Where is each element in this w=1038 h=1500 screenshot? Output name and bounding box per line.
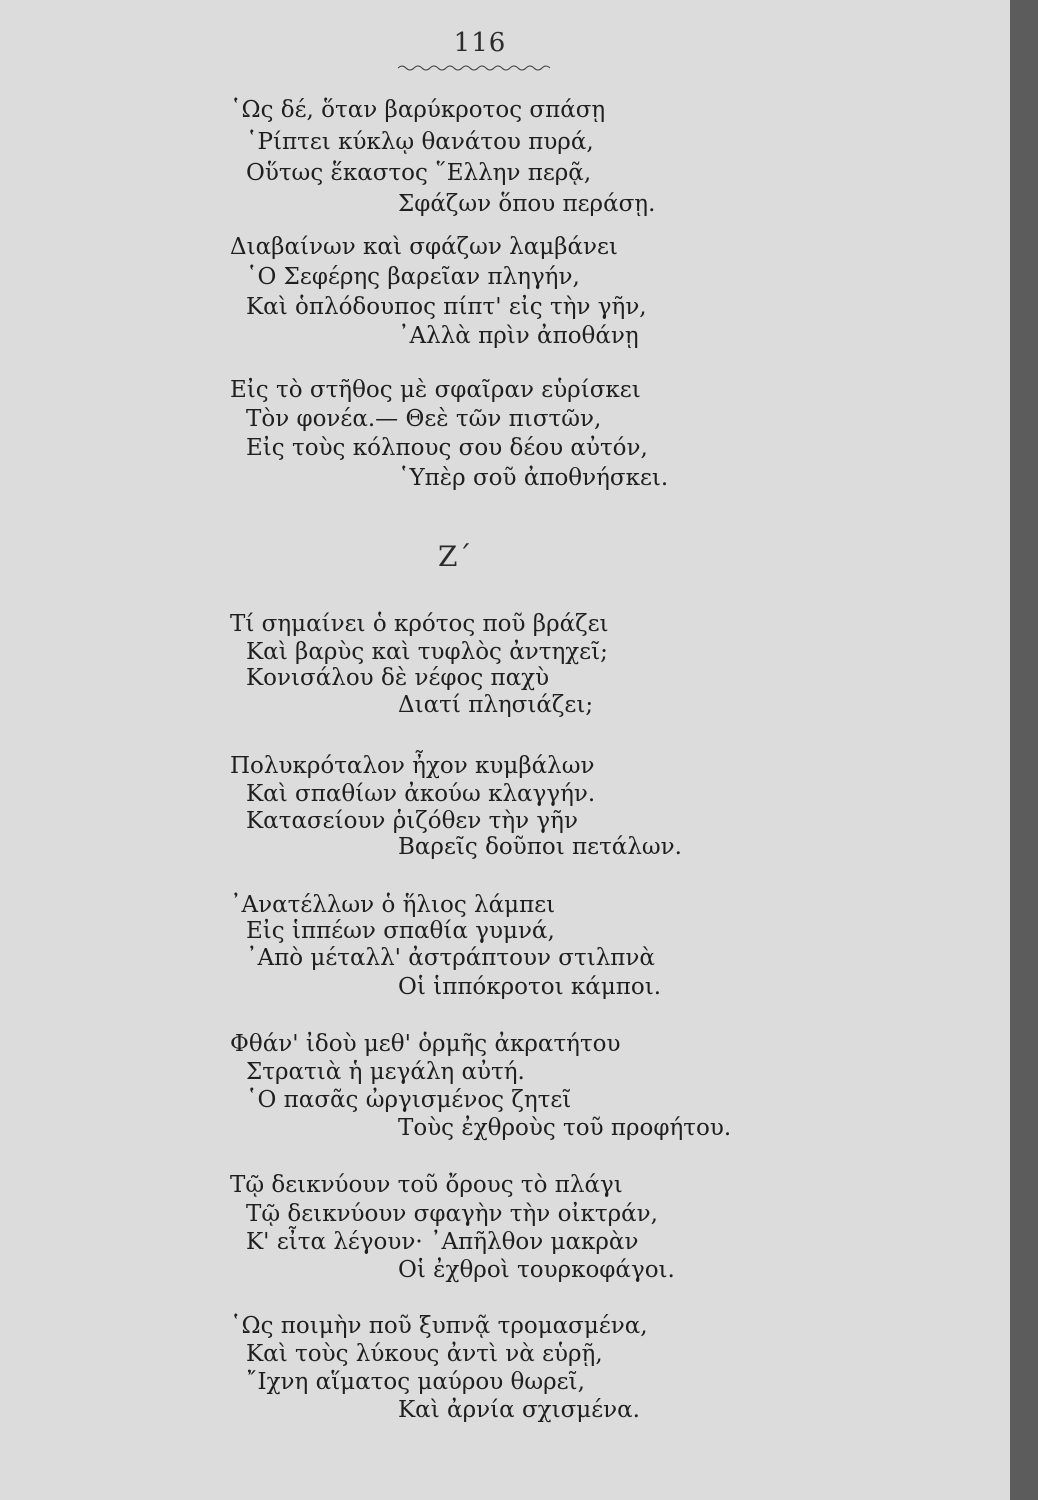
verse-line: Οἱ ἱππόκροτοι κάμποι.: [398, 974, 662, 1000]
verse-line: Τῷ δεικνύουν σφαγὴν τὴν οἰκτράν,: [246, 1201, 658, 1227]
verse-line: Εἰς τὸ στῆθος μὲ σφαῖραν εὑρίσκει: [230, 377, 641, 403]
verse-line: Σφάζων ὅπου περάσῃ.: [398, 191, 656, 217]
verse-line: Βαρεῖς δοῦποι πετάλων.: [398, 834, 682, 860]
section-heading: Ζ΄: [438, 540, 472, 573]
verse-line: Καὶ ἀρνία σχισμένα.: [398, 1397, 640, 1423]
verse-line: Τῷ δεικνύουν τοῦ ὄρους τὸ πλάγι: [230, 1172, 623, 1198]
verse-line: ῾Ως δέ, ὅταν βαρύκροτος σπάσῃ: [230, 97, 606, 123]
verse-line: Φθάν' ἰδοὺ μεθ' ὁρμῆς ἀκρατήτου: [230, 1031, 621, 1057]
verse-line: ῾Ο Σεφέρης βαρεῖαν πληγήν,: [246, 264, 580, 290]
verse-line: Κονισάλου δὲ νέφος παχὺ: [246, 665, 550, 691]
verse-line: Διαβαίνων καὶ σφάζων λαμβάνει: [230, 234, 618, 260]
verse-line: Οἱ ἐχθροὶ τουρκοφάγοι.: [398, 1257, 675, 1283]
verse-line: ᾿Αλλὰ πρὶν ἀποθάνῃ: [398, 323, 639, 349]
verse-line: ᾿Απὸ μέταλλ' ἀστράπτουν στιλπνὰ: [246, 945, 655, 971]
verse-line: Οὕτως ἕκαστος ῞Ελλην περᾷ,: [246, 160, 592, 186]
verse-line: Διατί πλησιάζει;: [398, 692, 594, 718]
verse-line: Εἰς ἱππέων σπαθία γυμνά,: [246, 918, 555, 944]
verse-line: Καὶ βαρὺς καὶ τυφλὸς ἀντηχεῖ;: [246, 639, 608, 665]
verse-line: Τί σημαίνει ὁ κρότος ποῦ βράζει: [230, 611, 609, 637]
verse-line: Κατασείουν ῥιζόθεν τὴν γῆν: [246, 808, 578, 834]
verse-line: Τοὺς ἐχθροὺς τοῦ προφήτου.: [398, 1115, 732, 1141]
verse-line: Καὶ ὁπλόδουπος πίπτ' εἰς τὴν γῆν,: [246, 294, 647, 320]
verse-line: Τὸν φονέα.— Θεὲ τῶν πιστῶν,: [246, 406, 602, 432]
verse-line: Καὶ τοὺς λύκους ἀντὶ νὰ εὑρῇ,: [246, 1341, 603, 1367]
verse-line: Πολυκρόταλον ἦχον κυμβάλων: [230, 753, 595, 779]
verse-line: ῾Υπὲρ σοῦ ἀποθνήσκει.: [398, 465, 669, 491]
verse-line: ῾Ο πασᾶς ὠργισμένος ζητεῖ: [246, 1087, 572, 1113]
verse-line: ῾Ρίπτει κύκλῳ θανάτου πυρά,: [246, 129, 594, 155]
verse-line: ῾Ως ποιμὴν ποῦ ξυπνᾷ τρομασμένα,: [230, 1313, 648, 1339]
page-edge-shadow: [1010, 0, 1038, 1500]
verse-line: Καὶ σπαθίων ἀκούω κλαγγήν.: [246, 781, 596, 807]
wavy-rule-ornament: [398, 64, 550, 72]
verse-line: Στρατιὰ ἡ μεγάλη αὐτή.: [246, 1059, 525, 1085]
verse-line: ῎Ιχνη αἵματος μαύρου θωρεῖ,: [246, 1369, 585, 1395]
page-number: 116: [453, 28, 507, 58]
verse-line: Εἰς τοὺς κόλπους σου δέου αὐτόν,: [246, 435, 648, 461]
verse-line: Κ' εἶτα λέγουν· ᾿Απῆλθον μακρὰν: [246, 1229, 639, 1255]
verse-line: ᾿Ανατέλλων ὁ ἥλιος λάμπει: [230, 892, 556, 918]
